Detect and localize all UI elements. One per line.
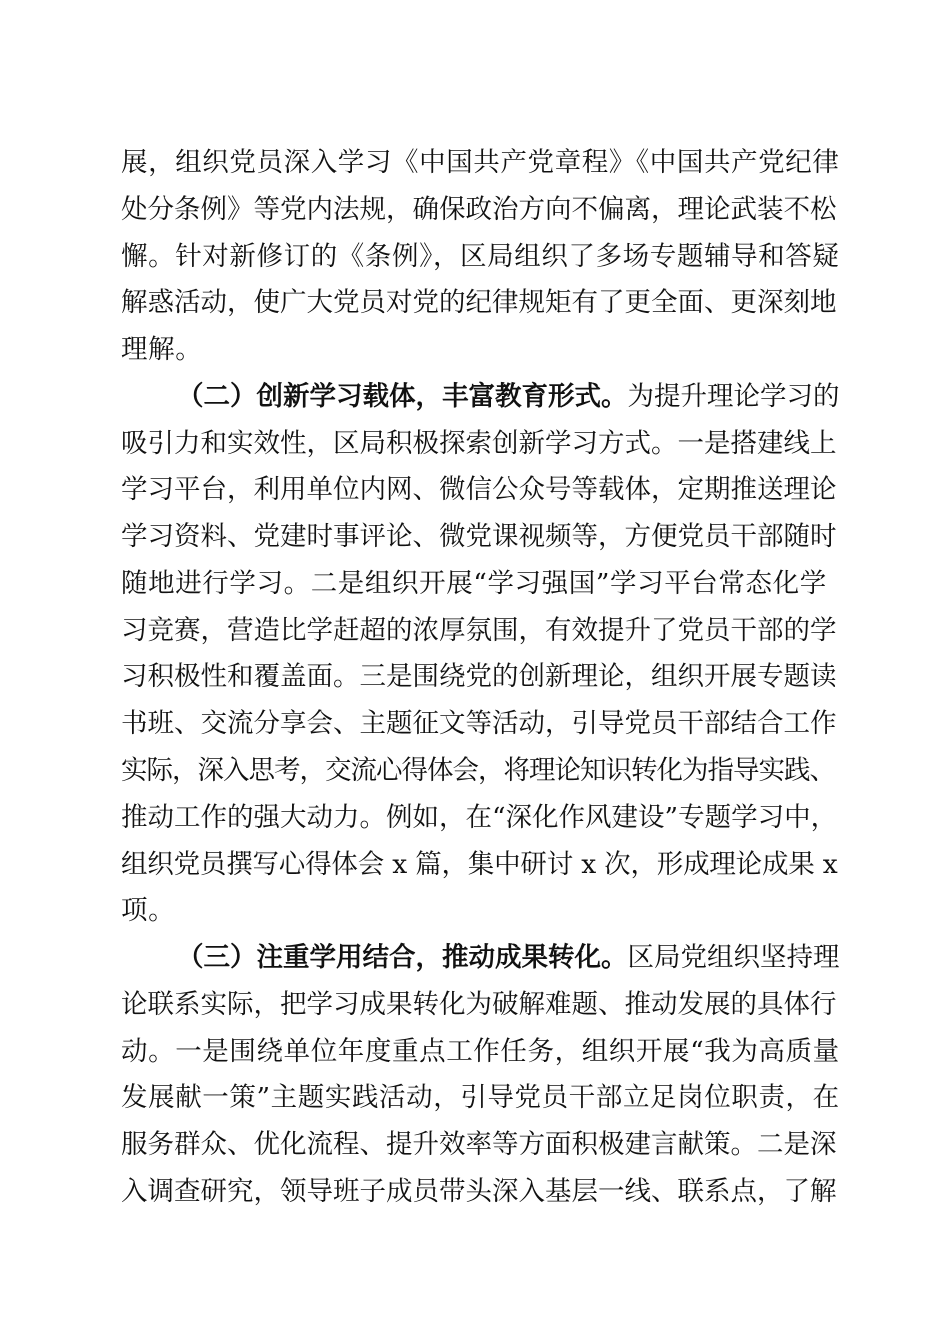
text-line [121, 1123, 837, 1167]
text-line [121, 235, 839, 279]
line-text: 理解。 [121, 334, 203, 365]
line-text: 服务群众、优化流程、提升效率等方面积极建言献策。二是深 [121, 1129, 837, 1160]
line-text: 项。 [121, 895, 176, 926]
text-line [121, 702, 837, 746]
text-line [121, 655, 837, 699]
line-text: 随地进行学习。二是组织开展“学习强国”学习平台常态化学 [121, 568, 827, 599]
line-text: 书班、交流分享会、主题征文等活动，引导党员干部结合工作 [121, 708, 837, 739]
text-line [121, 141, 839, 185]
text-line [121, 843, 838, 887]
line-text: 习积极性和覆盖面。三是围绕党的创新理论，组织开展专题读 [121, 661, 837, 692]
line-text: 处分条例》等党内法规，确保政治方向不偏离，理论武装不松 [121, 194, 837, 225]
line-text: 组织党员撰写心得体会 x 篇，集中研讨 x 次，形成理论成果 x [121, 849, 838, 880]
line-text: 实际，深入思考，交流心得体会，将理论知识转化为指导实践、 [121, 755, 835, 786]
section-heading-line [177, 375, 840, 419]
line-text: 习竞赛，营造比学赶超的浓厚氛围，有效提升了党员干部的学 [121, 615, 837, 646]
text-line [121, 1076, 840, 1120]
line-text: 发展献一策”主题实践活动，引导党员干部立足岗位职责，在 [121, 1082, 840, 1113]
line-text: 为提升理论学习的 [627, 381, 840, 412]
text-line [121, 1030, 840, 1074]
line-text: 入调查研究，领导班子成员带头深入基层一线、联系点，了解 [121, 1176, 837, 1207]
line-text: 动。一是围绕单位年度重点工作任务，组织开展“我为高质量 [121, 1036, 840, 1067]
text-line [121, 562, 827, 606]
line-text: 解惑活动，使广大党员对党的纪律规矩有了更全面、更深刻地 [121, 287, 837, 318]
line-text: 吸引力和实效性，区局积极探索创新学习方式。一是搭建线上 [121, 428, 837, 459]
line-text: 懈。针对新修订的《条例》，区局组织了多场专题辅导和答疑 [121, 241, 840, 272]
text-line [121, 281, 837, 325]
text-line [121, 609, 837, 653]
line-text: 学习平台，利用单位内网、微信公众号等载体，定期推送理论 [121, 474, 837, 505]
text-line [121, 328, 202, 372]
section-heading-line [177, 936, 840, 980]
text-line [121, 749, 835, 793]
line-text: 展，组织党员深入学习《中国共产党章程》《中国共产党纪律 [121, 147, 840, 178]
text-line [121, 468, 837, 512]
text-line [121, 422, 837, 466]
text-line [121, 188, 837, 232]
section-heading: （二）创新学习载体，丰富教育形式。 [177, 381, 628, 412]
text-line [121, 515, 837, 559]
line-text: 学习资料、党建时事评论、微党课视频等，方便党员干部随时 [121, 521, 837, 552]
line-text: 区局党组织坚持理 [627, 942, 840, 973]
line-text: 推动工作的强大动力。例如，在“深化作风建设”专题学习中， [121, 802, 838, 833]
text-line [121, 983, 837, 1027]
text-line [121, 1170, 837, 1214]
section-heading: （三）注重学用结合，推动成果转化。 [177, 942, 628, 973]
line-text: 论联系实际，把学习成果转化为破解难题、推动发展的具体行 [121, 989, 837, 1020]
text-line [121, 889, 175, 933]
text-line [121, 796, 837, 840]
